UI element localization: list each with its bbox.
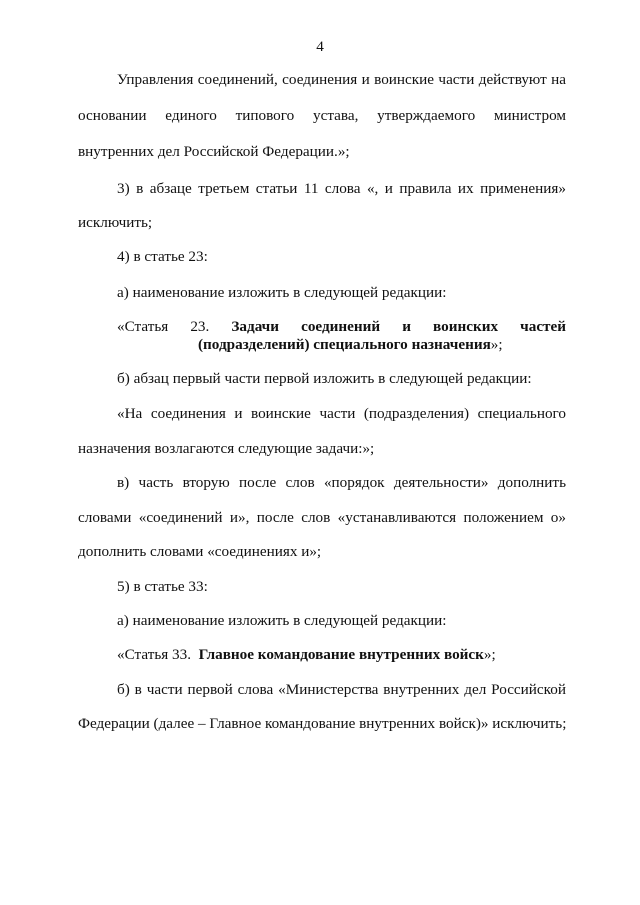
paragraph-line: назначения возлагаются следующие задачи:»;	[78, 440, 375, 457]
paragraph-line: исключить;	[78, 214, 153, 231]
paragraph-line: внутренних дел Российской Федерации.»;	[78, 143, 350, 160]
paragraph-line: 4) в статье 23:	[117, 248, 208, 265]
paragraph-line: основании единого типового устава, утверждаемого министром	[78, 107, 566, 124]
article-23-title-line2: (подразделений) специального назначения	[198, 336, 491, 353]
paragraph-line: Федерации (далее – Главное командование внутренних войск)» исключить;	[78, 715, 567, 732]
paragraph-line: б) в части первой слова «Министерства внутренних дел Российской	[117, 681, 566, 698]
paragraph-line: словами «соединений и», после слов «устанавливаются положением о»	[78, 509, 566, 526]
paragraph-line: в) часть вторую после слов «порядок деятельности» дополнить	[117, 474, 566, 491]
paragraph-line: а) наименование изложить в следующей редакции:	[117, 284, 447, 301]
article-23-heading	[117, 318, 566, 354]
article-33-prefix: «Статья 33.	[117, 646, 192, 663]
paragraph-line: 3) в абзаце третьем статьи 11 слова «, и правила их применения»	[117, 180, 566, 197]
paragraph-line: дополнить словами «соединениях и»;	[78, 543, 322, 560]
paragraph-line: а) наименование изложить в следующей редакции:	[117, 612, 447, 629]
article-33-heading	[117, 646, 566, 664]
paragraph-line: Управления соединений, соединения и воинские части действуют на	[117, 71, 566, 88]
paragraph-line: б) абзац первый части первой изложить в следующей редакции:	[117, 370, 532, 387]
page-number: 4	[316, 38, 324, 55]
article-33-title: Главное командование внутренних войск	[198, 646, 484, 663]
article-23-prefix: «Статья 23.	[117, 318, 210, 335]
article-23-suffix: »;	[490, 336, 503, 353]
paragraph-line: «На соединения и воинские части (подразделения) специального	[117, 405, 566, 422]
article-23-title-line1: Задачи соединений и воинских частей	[231, 318, 567, 335]
paragraph-line: 5) в статье 33:	[117, 578, 208, 595]
article-33-suffix: »;	[483, 646, 496, 663]
